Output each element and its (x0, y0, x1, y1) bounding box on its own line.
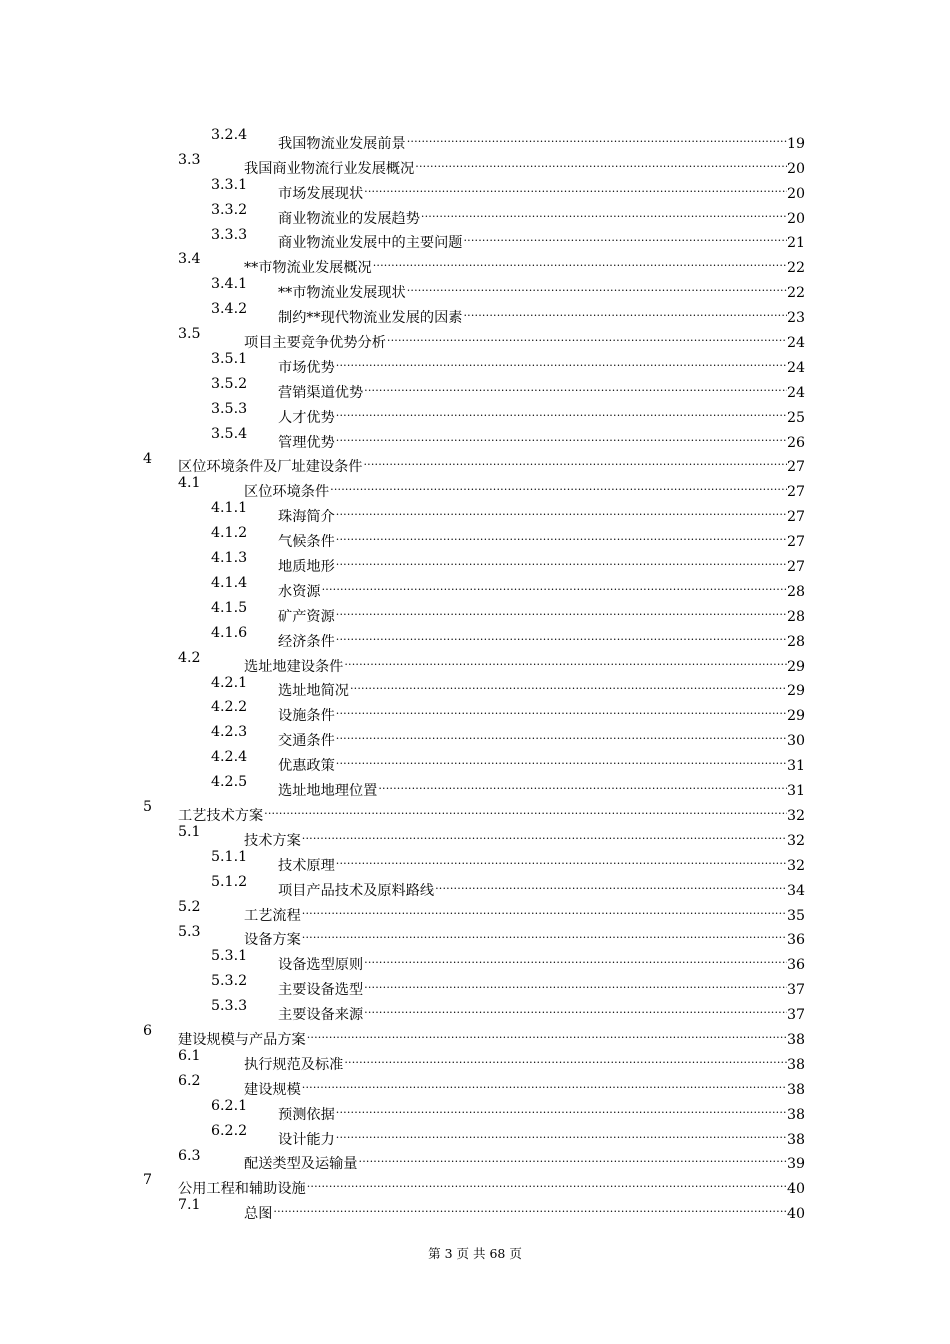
toc-entry-number: 4.2 (178, 649, 201, 666)
toc-entry-title: 选址地地理位置 (278, 783, 378, 800)
toc-entry-page: 38 (786, 1106, 805, 1123)
toc-entry-number: 4.2.2 (211, 699, 248, 716)
toc-entry[interactable] (0, 347, 950, 376)
dot-leader (462, 223, 786, 248)
toc-entry-number: 4.1.1 (211, 500, 248, 517)
toc-entry-number: 6.2.2 (211, 1122, 248, 1139)
toc-entry-number: 3.3.1 (211, 176, 248, 193)
toc-entry-title: 主要设备选型 (278, 982, 364, 999)
toc-entry-page: 40 (786, 1181, 805, 1198)
dot-leader (335, 695, 787, 720)
toc-entry-number: 6 (143, 1023, 153, 1040)
toc-entry-title: 公用工程和辅助设施 (178, 1181, 306, 1198)
toc-entry-number: 3.2.4 (211, 127, 248, 143)
dot-leader (349, 671, 787, 696)
toc-entry-title: 区位环境条件 (244, 484, 330, 501)
toc-entry-page: 36 (786, 957, 805, 974)
toc-entry-title: 选址地简况 (278, 683, 349, 700)
toc-entry-number: 4.2.1 (211, 674, 248, 691)
toc-entry[interactable] (0, 621, 950, 650)
toc-entry-title: 商业物流业的发展趋势 (278, 210, 420, 227)
toc-entry-page: 26 (786, 434, 805, 451)
toc-entry-title: 建设规模与产品方案 (178, 1031, 306, 1048)
toc-entry[interactable] (0, 1168, 950, 1198)
toc-entry-page: 39 (786, 1156, 805, 1173)
toc-entry[interactable] (0, 895, 950, 924)
toc-entry[interactable] (0, 1019, 950, 1048)
toc-entry-title: 商业物流业发展中的主要问题 (278, 235, 463, 252)
dot-leader (377, 770, 787, 795)
toc-entry[interactable] (0, 845, 950, 874)
dot-leader (301, 1069, 787, 1094)
toc-entry-number: 3.5 (178, 326, 201, 343)
dot-leader (335, 845, 787, 870)
toc-entry-title: 制约**现代物流业发展的因素 (278, 310, 463, 327)
toc-entry-number: 3.5.4 (211, 425, 248, 442)
toc-entry-page: 34 (786, 882, 805, 899)
dot-leader (363, 994, 787, 1019)
toc-entry[interactable] (0, 994, 950, 1024)
toc-entry-page: 24 (786, 335, 805, 352)
toc-entry-page: 25 (786, 409, 805, 426)
toc-entry[interactable] (0, 820, 950, 849)
toc-entry-page: 32 (786, 807, 805, 824)
toc-entry[interactable] (0, 1144, 950, 1173)
toc-entry-number: 4 (143, 450, 153, 467)
toc-entry-title: 我国商业物流行业发展概况 (244, 160, 415, 177)
toc-entry[interactable] (0, 795, 950, 824)
toc-entry[interactable] (0, 646, 950, 675)
toc-entry-page: 30 (786, 733, 805, 750)
toc-entry[interactable] (0, 546, 950, 576)
dot-leader (358, 1144, 787, 1169)
dot-leader (406, 123, 787, 148)
toc-entry-page: 21 (786, 235, 805, 252)
toc-entry[interactable] (0, 571, 950, 600)
dot-leader (335, 546, 787, 571)
toc-entry-page: 23 (786, 310, 805, 327)
toc-entry[interactable] (0, 422, 950, 451)
dot-leader (335, 1119, 787, 1144)
toc-entry-number: 5.3 (178, 923, 201, 940)
toc-entry-number: 3.3.3 (211, 226, 248, 243)
toc-entry-page: 32 (786, 832, 805, 849)
dot-leader (335, 745, 787, 770)
dot-leader (335, 720, 787, 745)
toc-entry-title: 气候条件 (278, 534, 335, 551)
toc-entry[interactable] (0, 471, 950, 501)
dot-leader (335, 621, 787, 646)
toc-entry-number: 4.2.3 (211, 724, 248, 741)
toc-entry-page: 37 (786, 982, 805, 999)
toc-entry-title: 地质地形 (278, 559, 335, 576)
toc-entry-page: 28 (786, 583, 805, 600)
toc-entry[interactable] (0, 173, 950, 202)
dot-leader (414, 148, 787, 173)
toc-entry-number: 6.2.1 (211, 1097, 248, 1114)
toc-entry-number: 5.1.1 (211, 848, 248, 865)
toc-entry-title: 项目主要竞争优势分析 (244, 335, 386, 352)
dot-leader (335, 397, 787, 422)
toc-entry-page: 20 (786, 210, 805, 227)
toc-entry-number: 5.2 (178, 898, 201, 915)
toc-entry-page: 22 (786, 260, 805, 277)
toc-entry-number: 7.1 (178, 1197, 201, 1214)
dot-leader (420, 198, 787, 223)
dot-leader (272, 1193, 787, 1218)
dot-leader (301, 820, 787, 845)
toc-entry-page: 29 (786, 708, 805, 725)
toc-entry-page: 24 (786, 384, 805, 401)
toc-entry[interactable] (0, 1193, 950, 1223)
toc-entry[interactable] (0, 1119, 950, 1148)
toc-entry[interactable] (0, 944, 950, 974)
toc-entry[interactable] (0, 695, 950, 725)
dot-leader (343, 646, 787, 671)
toc-entry[interactable] (0, 198, 950, 227)
dot-leader (372, 247, 787, 272)
toc-entry-number: 6.3 (178, 1147, 201, 1164)
toc-entry[interactable] (0, 272, 950, 302)
toc-entry[interactable] (0, 247, 950, 277)
dot-leader (362, 447, 786, 472)
toc-entry-title: 设施条件 (278, 708, 335, 725)
toc-entry-number: 5 (143, 799, 153, 816)
dot-leader (321, 571, 787, 596)
toc-entry-title: 设备选型原则 (278, 957, 364, 974)
toc-entry-number: 5.1 (178, 823, 201, 840)
toc-entry[interactable] (0, 870, 950, 899)
toc-entry-title: 市场发展现状 (278, 185, 364, 202)
toc-entry[interactable] (0, 671, 950, 700)
toc-entry-title: 执行规范及标准 (244, 1056, 344, 1073)
toc-entry-number: 4.1.5 (211, 599, 248, 616)
toc-entry-page: 38 (786, 1031, 805, 1048)
dot-leader (363, 944, 787, 969)
toc-entry-title: 经济条件 (278, 633, 335, 650)
dot-leader (462, 297, 786, 322)
toc-entry-title: 管理优势 (278, 434, 335, 451)
toc-entry-page: 22 (786, 285, 805, 302)
toc-entry-number: 4.1.4 (211, 575, 248, 592)
dot-leader (263, 795, 787, 820)
dot-leader (329, 471, 787, 496)
toc-entry-page: 27 (786, 509, 805, 526)
toc-entry-title: 工艺技术方案 (178, 807, 264, 824)
dot-leader (335, 521, 787, 546)
dot-leader (363, 969, 787, 994)
toc-entry-title: 建设规模 (244, 1081, 301, 1098)
toc-entry-page: 20 (786, 160, 805, 177)
toc-entry-number: 4.2.5 (211, 774, 248, 791)
toc-entry-title: 优惠政策 (278, 758, 335, 775)
toc-entry-title: **市物流业发展概况 (244, 260, 372, 277)
toc-entry-number: 4.2.4 (211, 749, 248, 766)
toc-entry-number: 7 (143, 1172, 153, 1189)
toc-entry-page: 19 (786, 135, 805, 152)
table-of-contents (0, 123, 950, 1223)
toc-entry[interactable] (0, 297, 950, 327)
toc-entry-page: 27 (786, 559, 805, 576)
toc-entry[interactable] (0, 322, 950, 352)
toc-entry-number: 4.1.2 (211, 525, 248, 542)
toc-entry-page: 31 (786, 783, 805, 800)
toc-entry-title: **市物流业发展现状 (278, 285, 406, 302)
toc-entry-title: 技术方案 (244, 832, 301, 849)
toc-entry-title: 营销渠道优势 (278, 384, 364, 401)
toc-entry-title: 设计能力 (278, 1131, 335, 1148)
toc-entry[interactable] (0, 496, 950, 526)
toc-entry-title: 技术原理 (278, 857, 335, 874)
toc-entry-title: 工艺流程 (244, 907, 301, 924)
toc-entry-number: 3.3.2 (211, 201, 248, 218)
toc-entry-page: 31 (786, 758, 805, 775)
toc-entry[interactable] (0, 123, 950, 152)
dot-leader (386, 322, 787, 347)
toc-entry[interactable] (0, 397, 950, 426)
toc-entry[interactable] (0, 745, 950, 775)
toc-entry-page: 38 (786, 1131, 805, 1148)
toc-entry-title: 我国物流业发展前景 (278, 135, 406, 152)
toc-entry-number: 3.5.1 (211, 351, 248, 368)
toc-entry[interactable] (0, 596, 950, 625)
toc-entry[interactable] (0, 920, 950, 949)
toc-entry-page: 27 (786, 484, 805, 501)
toc-entry[interactable] (0, 223, 950, 252)
toc-entry-number: 5.3.1 (211, 948, 248, 965)
toc-entry[interactable] (0, 969, 950, 999)
toc-entry-page: 38 (786, 1056, 805, 1073)
toc-entry-page: 24 (786, 359, 805, 376)
toc-entry-page: 29 (786, 658, 805, 675)
toc-entry-page: 27 (786, 534, 805, 551)
toc-entry-title: 市场优势 (278, 359, 335, 376)
dot-leader (301, 895, 787, 920)
dot-leader (363, 372, 787, 397)
toc-entry-title: 项目产品技术及原料路线 (278, 882, 435, 899)
toc-entry[interactable] (0, 521, 950, 551)
toc-entry[interactable] (0, 1069, 950, 1098)
toc-entry-page: 35 (786, 907, 805, 924)
dot-leader (301, 920, 787, 945)
toc-entry-number: 3.4.2 (211, 301, 248, 318)
toc-entry-page: 28 (786, 633, 805, 650)
dot-leader (306, 1019, 787, 1044)
toc-entry-page: 36 (786, 932, 805, 949)
page-footer: 第 3 页 共 68 页 (428, 1246, 522, 1261)
dot-leader (434, 870, 787, 895)
dot-leader (335, 347, 787, 372)
dot-leader (335, 496, 787, 521)
toc-entry-page: 40 (786, 1206, 805, 1223)
dot-leader (343, 1044, 787, 1069)
dot-leader (335, 422, 787, 447)
toc-entry[interactable] (0, 720, 950, 750)
toc-entry-title: 预测依据 (278, 1106, 335, 1123)
toc-entry-number: 6.1 (178, 1047, 201, 1064)
toc-entry-title: 主要设备来源 (278, 1007, 364, 1024)
toc-entry-page: 20 (786, 185, 805, 202)
toc-entry-number: 3.3 (178, 151, 201, 168)
toc-entry-number: 6.2 (178, 1072, 201, 1089)
toc-entry-title: 总图 (244, 1206, 273, 1223)
toc-entry[interactable] (0, 148, 950, 177)
toc-entry-title: 人才优势 (278, 409, 335, 426)
toc-entry-page: 29 (786, 683, 805, 700)
toc-entry[interactable] (0, 372, 950, 401)
dot-leader (363, 173, 787, 198)
toc-entry-number: 5.1.2 (211, 873, 248, 890)
toc-entry-page: 27 (786, 459, 805, 476)
toc-entry-page: 37 (786, 1007, 805, 1024)
toc-entry-number: 4.1.6 (211, 624, 248, 641)
toc-entry-page: 28 (786, 608, 805, 625)
toc-entry-number: 4.1 (178, 475, 201, 492)
dot-leader (406, 272, 787, 297)
dot-leader (335, 596, 787, 621)
toc-entry-title: 水资源 (278, 583, 321, 600)
dot-leader (306, 1168, 787, 1193)
dot-leader (335, 1094, 787, 1119)
toc-entry-number: 3.5.3 (211, 400, 248, 417)
toc-entry-title: 区位环境条件及厂址建设条件 (178, 459, 363, 476)
toc-entry-title: 交通条件 (278, 733, 335, 750)
toc-entry-title: 矿产资源 (278, 608, 335, 625)
toc-entry-page: 38 (786, 1081, 805, 1098)
toc-entry-number: 4.1.3 (211, 550, 248, 567)
toc-entry-number: 5.3.3 (211, 998, 248, 1015)
toc-entry[interactable] (0, 770, 950, 800)
toc-entry-number: 3.4.1 (211, 276, 248, 293)
toc-entry-number: 3.5.2 (211, 375, 248, 392)
toc-entry-title: 设备方案 (244, 932, 301, 949)
toc-entry[interactable] (0, 1044, 950, 1073)
toc-entry-number: 5.3.2 (211, 973, 248, 990)
toc-entry[interactable] (0, 447, 950, 476)
toc-entry-number: 3.4 (178, 251, 201, 268)
toc-entry-title: 配送类型及运输量 (244, 1156, 358, 1173)
toc-entry-title: 选址地建设条件 (244, 658, 344, 675)
toc-entry-page: 32 (786, 857, 805, 874)
toc-entry[interactable] (0, 1094, 950, 1123)
toc-entry-title: 珠海简介 (278, 509, 335, 526)
